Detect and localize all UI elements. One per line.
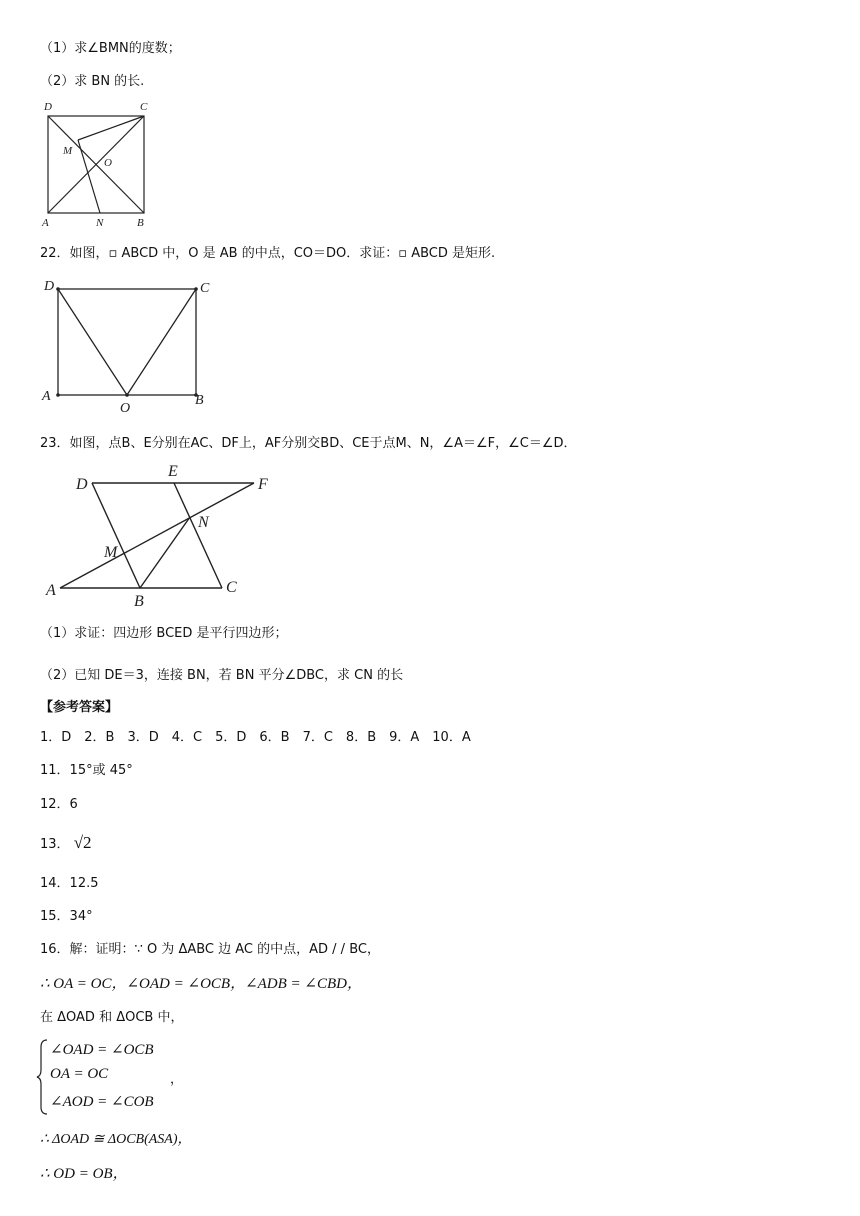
answer-16-line2: ∴ OA = OC，∠OAD = ∠OCB，∠ADB = ∠CBD，	[40, 976, 362, 992]
fig23-label-F: F	[258, 476, 268, 493]
answer-16-line3: 在 ΔOAD 和 ΔOCB 中，	[40, 1010, 184, 1025]
answer-15: 15．34°	[40, 909, 93, 924]
answer-12: 12．6	[40, 797, 78, 812]
fig21-label-B: B	[137, 217, 144, 229]
fig23-label-B: B	[134, 593, 144, 610]
answer-16-brace	[36, 1038, 50, 1116]
fig23-label-C: C	[226, 579, 237, 596]
answer-16-system-comma: ，	[170, 1072, 184, 1087]
answer-16-system-2: OA = OC	[50, 1066, 109, 1082]
fig22-label-B: B	[195, 393, 204, 408]
q22-stem: 22．如图，▫ ABCD 中，O 是 AB 的中点，CO＝DO．求证：▫ ABCD 是矩形.	[40, 246, 496, 261]
figure-21-square	[38, 98, 168, 230]
fig21-label-M: M	[63, 145, 73, 157]
fig21-label-D: D	[44, 101, 52, 113]
q23-part1: （1）求证：四边形 BCED 是平行四边形；	[40, 626, 288, 641]
fig22-label-A: A	[42, 389, 51, 404]
q23-stem: 23．如图，点B、E分别在AC、DF上，AF分别交BD、CE于点M、N，∠A＝∠F，∠C＝∠D．	[40, 436, 577, 451]
q21-part1: （1）求∠BMN的度数；	[40, 41, 181, 56]
answers-1-10: 1．D 2．B 3．D 4．C 5．D 6．B 7．C 8．B 9．A 10．A	[40, 730, 471, 745]
figure-22-parallelogram	[38, 276, 218, 416]
answer-16-line4: ∴ ΔOAD ≅ ΔOCB(ASA)，	[40, 1132, 192, 1147]
q23-part2: （2）已知 DE＝3，连接 BN，若 BN 平分∠DBC，求 CN 的长	[40, 668, 404, 683]
answer-16-system-3: ∠AOD = ∠COB	[50, 1094, 154, 1110]
fig23-label-M: M	[104, 544, 118, 561]
answer-13	[40, 833, 92, 853]
fig22-label-D: D	[44, 279, 55, 294]
answers-heading: 【参考答案】	[40, 700, 119, 715]
answer-16-system-1: ∠OAD = ∠OCB	[50, 1042, 154, 1058]
answer-16-line5: ∴ OD = OB，	[40, 1166, 128, 1182]
answer-13-number: 13．	[40, 837, 70, 852]
fig23-label-N: N	[198, 514, 209, 531]
q21-part2: （2）求 BN 的长.	[40, 74, 145, 89]
fig21-label-N: N	[96, 217, 104, 229]
fig21-label-C: C	[140, 101, 148, 113]
answer-16-line1: 16．解：证明：∵ O 为 ΔABC 边 AC 的中点，AD / / BC，	[40, 942, 380, 957]
fig21-label-A: A	[42, 217, 49, 229]
fig23-label-A: A	[46, 582, 56, 599]
fig23-label-D: D	[76, 476, 88, 493]
answer-13-value: √2	[73, 833, 92, 852]
fig22-label-C: C	[200, 281, 210, 296]
fig21-label-O: O	[104, 157, 112, 169]
answer-11: 11．15°或 45°	[40, 763, 133, 778]
fig23-label-E: E	[168, 463, 178, 480]
answer-14: 14．12.5	[40, 876, 99, 891]
figure-23	[40, 458, 280, 610]
fig22-label-O: O	[120, 401, 131, 416]
